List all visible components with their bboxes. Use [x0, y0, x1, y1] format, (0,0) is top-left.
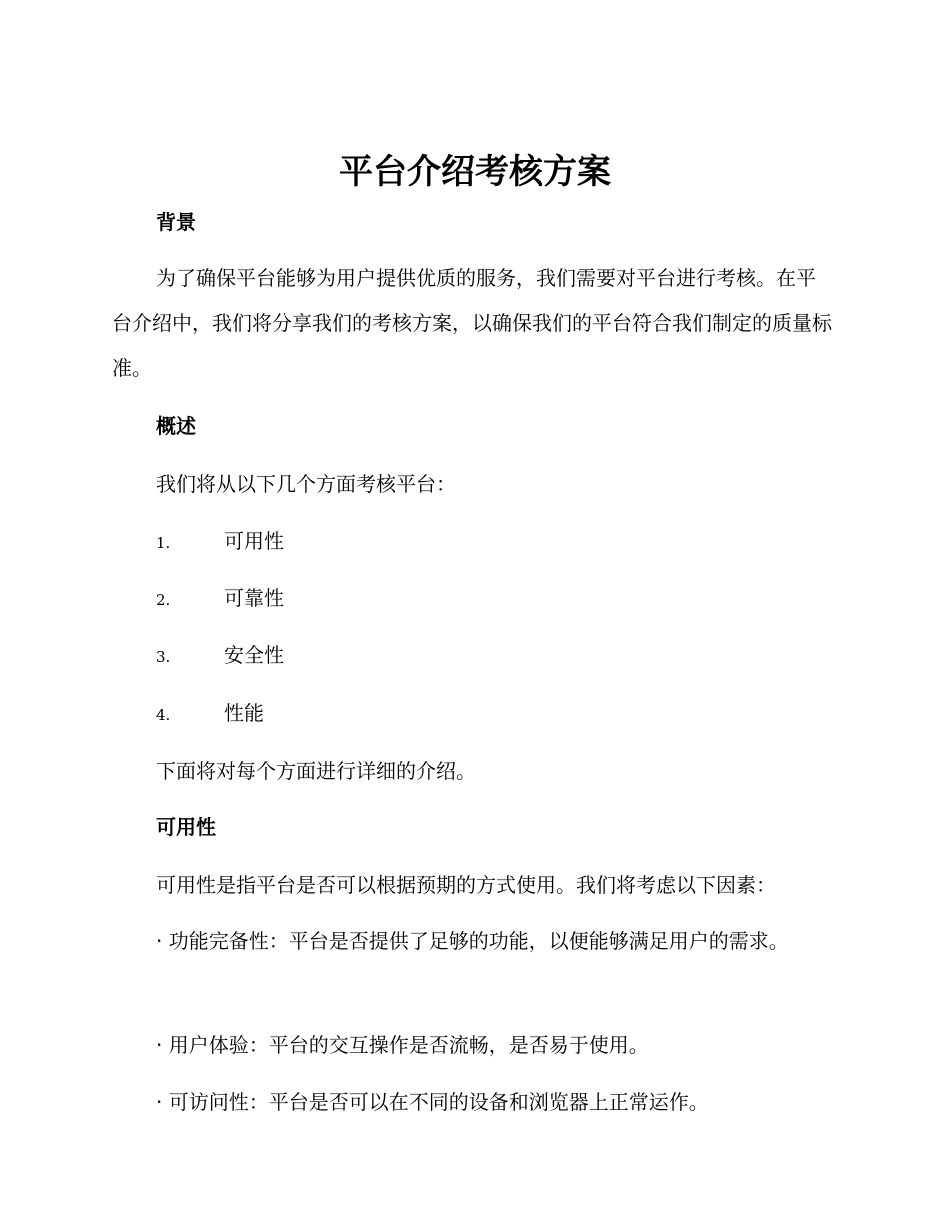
list-number: 2. [156, 591, 171, 609]
section-heading-background: 背景 [156, 210, 196, 234]
section-heading-usability: 可用性 [156, 815, 216, 839]
list-number: 1. [156, 534, 171, 552]
list-label: 性能 [224, 701, 264, 725]
list-item [156, 698, 264, 728]
list-number: 3. [156, 648, 171, 666]
background-paragraph: 为了确保平台能够为用户提供优质的服务，我们需要对平台进行考核。在平台介绍中，我们将分享我们的考核方案，以确保我们的平台符合我们制定的质量标准。 [112, 266, 832, 380]
bullet-item: · 可访问性：平台是否可以在不同的设备和浏览器上正常运作。 [156, 1090, 709, 1114]
list-number: 4. [156, 706, 171, 724]
bullet-item: · 用户体验：平台的交互操作是否流畅，是否易于使用。 [156, 1033, 649, 1057]
list-label: 可靠性 [224, 586, 284, 610]
list-item [156, 640, 284, 670]
list-label: 安全性 [224, 643, 284, 667]
overview-intro: 我们将从以下几个方面考核平台： [156, 472, 456, 496]
document-title: 平台介绍考核方案 [339, 152, 611, 192]
list-label: 可用性 [224, 529, 284, 553]
overview-outro: 下面将对每个方面进行详细的介绍。 [156, 759, 476, 783]
usability-intro: 可用性是指平台是否可以根据预期的方式使用。我们将考虑以下因素： [156, 873, 776, 897]
list-item [156, 526, 284, 556]
section-heading-overview: 概述 [156, 414, 196, 438]
list-item [156, 583, 284, 613]
bullet-item: · 功能完备性：平台是否提供了足够的功能，以便能够满足用户的需求。 [156, 929, 789, 953]
